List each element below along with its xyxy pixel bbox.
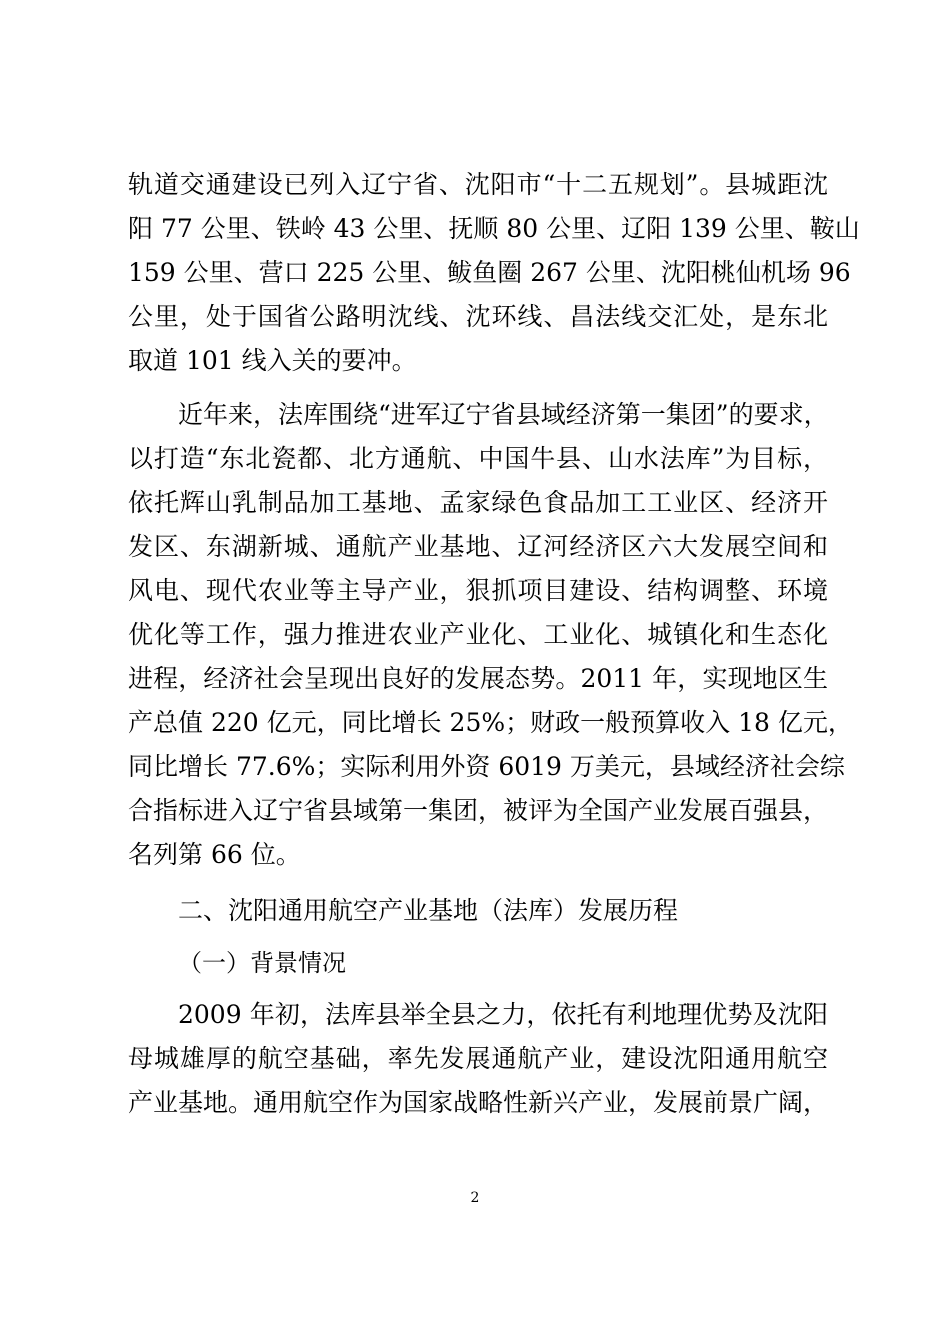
subsection-heading: （一）背景情况: [178, 949, 346, 977]
paragraph-2-line-4: 发区、东湖新城、通航产业基地、辽河经济区六大发展空间和: [128, 532, 828, 561]
paragraph-1-line-2: 阳 77 公里、铁岭 43 公里、抚顺 80 公里、辽阳 139 公里、鞍山: [128, 214, 860, 243]
section-heading: 二、沈阳通用航空产业基地（法库）发展历程: [178, 896, 679, 925]
paragraph-1-line-5: 取道 101 线入关的要冲。: [128, 346, 417, 375]
paragraph-2-line-3: 依托辉山乳制品加工基地、孟家绿色食品加工工业区、经济开: [128, 488, 828, 517]
paragraph-2-line-5: 风电、现代农业等主导产业，狠抓项目建设、结构调整、环境: [128, 576, 828, 605]
paragraph-1-line-1: 轨道交通建设已列入辽宁省、沈阳市“十二五规划”。县城距沈: [128, 170, 828, 199]
paragraph-2-line-7: 进程，经济社会呈现出良好的发展态势。2011 年，实现地区生: [128, 664, 828, 693]
paragraph-1-line-4: 公里，处于国省公路明沈线、沈环线、昌法线交汇处，是东北: [128, 302, 828, 331]
paragraph-3-line-2: 母城雄厚的航空基础，率先发展通航产业，建设沈阳通用航空: [128, 1044, 828, 1073]
paragraph-2-line-2: 以打造“东北瓷都、北方通航、中国牛县、山水法库”为目标，: [128, 444, 828, 473]
paragraph-2-line-11: 名列第 66 位。: [128, 840, 301, 869]
page-number: 2: [470, 1190, 480, 1206]
paragraph-1-line-3: 159 公里、营口 225 公里、鲅鱼圈 267 公里、沈阳桃仙机场 96: [128, 258, 851, 287]
paragraph-2-line-8: 产总值 220 亿元，同比增长 25%；财政一般预算收入 18 亿元，: [128, 708, 853, 737]
paragraph-2-line-9: 同比增长 77.6%；实际利用外资 6019 万美元，县域经济社会综: [128, 752, 845, 781]
paragraph-2-line-1: 近年来，法库围绕“进军辽宁省县域经济第一集团”的要求，: [178, 400, 829, 429]
paragraph-3-line-3: 产业基地。通用航空作为国家战略性新兴产业，发展前景广阔，: [128, 1088, 829, 1117]
paragraph-3-line-1: 2009 年初，法库县举全县之力，依托有利地理优势及沈阳: [178, 1000, 828, 1029]
paragraph-2-line-10: 合指标进入辽宁省县域第一集团，被评为全国产业发展百强县，: [128, 796, 829, 825]
paragraph-2-line-6: 优化等工作，强力推进农业产业化、工业化、城镇化和生态化: [128, 620, 828, 649]
